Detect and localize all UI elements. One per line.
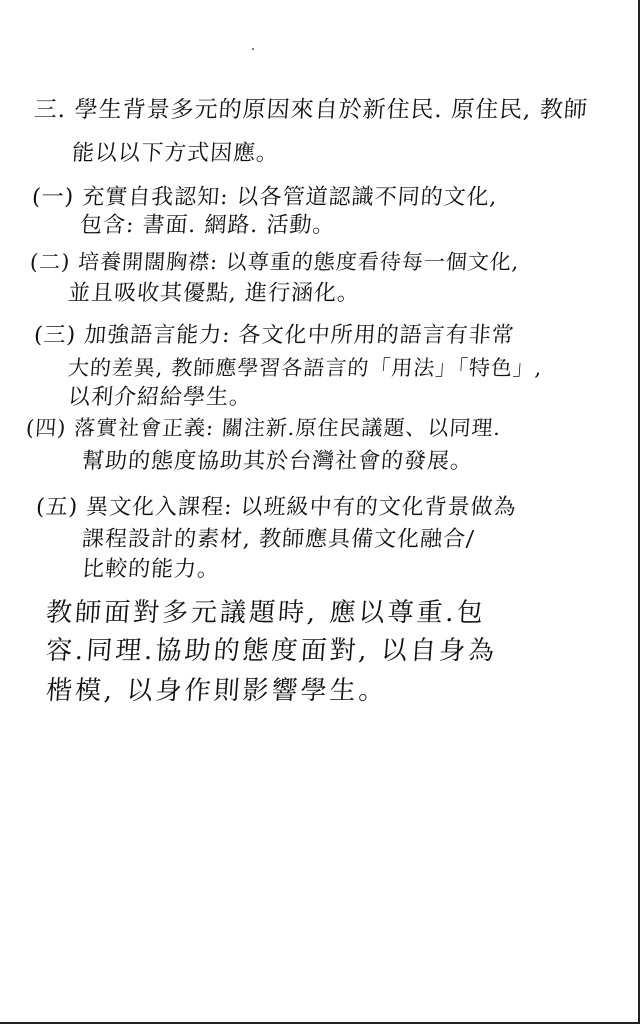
text-line-7: (三) 加強語言能力: 各文化中所用的語言有非常 bbox=[33, 323, 516, 348]
text-line-17: 楷模, 以身作則影響學生。 bbox=[44, 676, 389, 706]
text-line-11: 幫助的態度協助其於台灣社會的發展。 bbox=[81, 449, 474, 474]
text-line-4: 包含: 書面. 網路. 活動。 bbox=[79, 213, 337, 238]
paper-speck bbox=[252, 48, 254, 50]
text-line-3: (一) 充實自我認知: 以各管道認識不同的文化, bbox=[31, 185, 499, 210]
text-line-8: 大的差異, 教師應學習各語言的「用法」「特色」, bbox=[67, 356, 544, 380]
text-line-6: 並且吸收其優點, 進行涵化。 bbox=[67, 281, 361, 306]
text-line-13: 課程設計的素材, 教師應具備文化融合/ bbox=[81, 527, 476, 552]
text-line-12: (五) 異文化入課程: 以班級中有的文化背景做為 bbox=[35, 495, 518, 520]
text-line-9: 以利介紹給學生。 bbox=[67, 385, 253, 410]
text-line-2: 能以以下方式因應。 bbox=[71, 141, 280, 166]
text-line-14: 比較的能力。 bbox=[81, 557, 221, 582]
text-line-1: 三. 學生背景多元的原因來自於新住民. 原住民, 教師 bbox=[33, 97, 589, 123]
text-line-5: (二) 培養開闊胸襟: 以尊重的態度看待每一個文化, bbox=[29, 250, 521, 274]
text-line-16: 容.同理.協助的態度面對, 以自身為 bbox=[44, 636, 499, 666]
text-line-10: (四) 落實社會正義: 關注新.原住民議題、以同理. bbox=[25, 416, 503, 440]
text-line-15: 教師面對多元議題時, 應以尊重.包 bbox=[44, 598, 487, 628]
